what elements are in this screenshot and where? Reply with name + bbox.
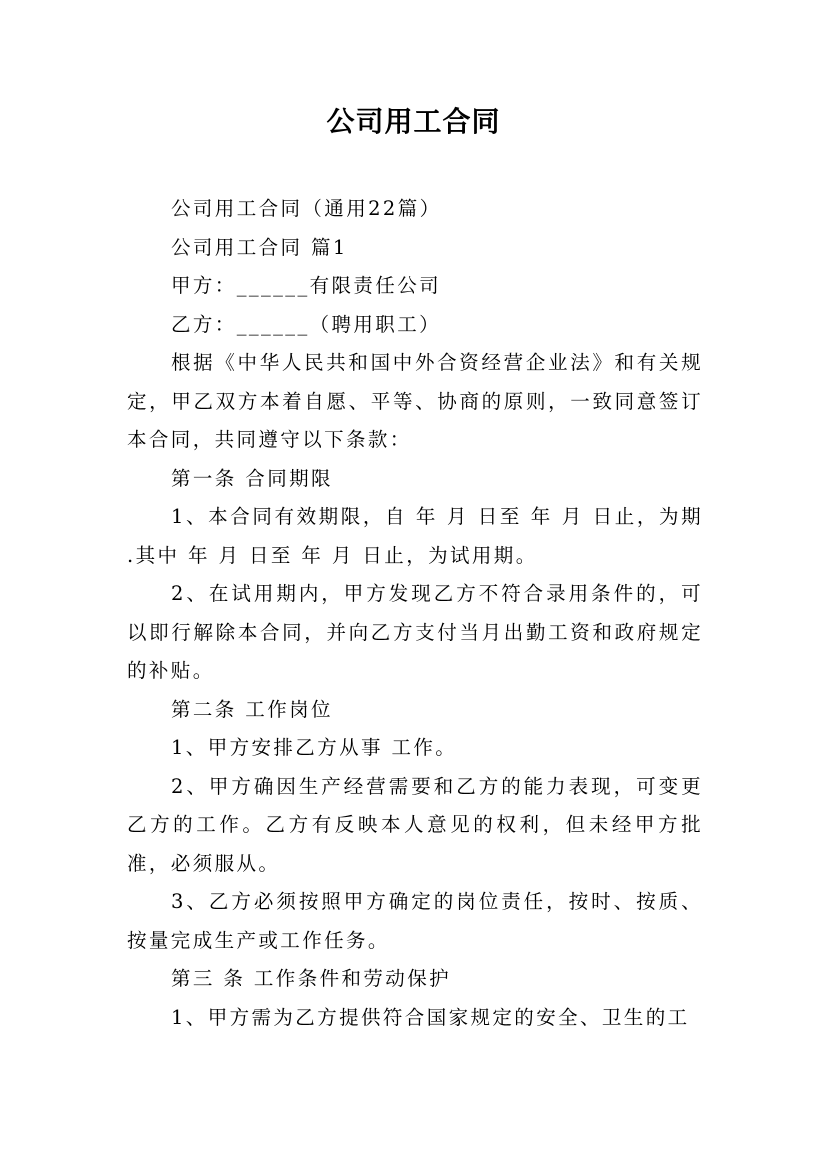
article-3-clause-1: 1、甲方需为乙方提供符合国家规定的安全、卫生的工 <box>171 1005 690 1029</box>
article-1-heading: 第一条 合同期限 <box>171 466 333 490</box>
article-2-clause-2: 2、甲方确因生产经营需要和乙方的能力表现，可变更乙方的工作。乙方有反映本人意见的权利，但未经甲方批准，必须服从。 <box>127 774 703 875</box>
article-2-clause-3: 3、乙方必须按照甲方确定的岗位责任，按时、按质、按量完成生产或工作任务。 <box>127 890 703 952</box>
article-1-clause-2: 2、在试用期内，甲方发现乙方不符合录用条件的，可以即行解除本合同，并向乙方支付当月出勤工资和政府规定的补贴。 <box>127 582 703 682</box>
document-body <box>127 190 703 1037</box>
paragraph-party-a: 甲方：______有限责任公司 <box>171 274 442 297</box>
paragraph-preamble: 根据《中华人民共和国中外合资经营企业法》和有关规定，甲乙双方本着自愿、平等、协商的原则，一致同意签订本合同，共同遵守以下条款： <box>127 351 703 451</box>
paragraph-part-heading: 公司用工合同 篇1 <box>171 235 348 259</box>
paragraph-party-b: 乙方：______（聘用职工） <box>171 312 442 336</box>
article-1-clause-1: 1、本合同有效期限，自 年 月 日至 年 月 日止，为期 .其中 年 月 日至 年 月 日止，为试用期。 <box>127 505 703 567</box>
paragraph-subtitle: 公司用工合同（通用22篇） <box>171 197 442 220</box>
article-2-clause-1: 1、甲方安排乙方从事 工作。 <box>171 736 458 759</box>
document-title: 公司用工合同 <box>326 105 501 138</box>
article-3-heading: 第三 条 工作条件和劳动保护 <box>171 967 451 990</box>
article-2-heading: 第二条 工作岗位 <box>171 697 333 721</box>
